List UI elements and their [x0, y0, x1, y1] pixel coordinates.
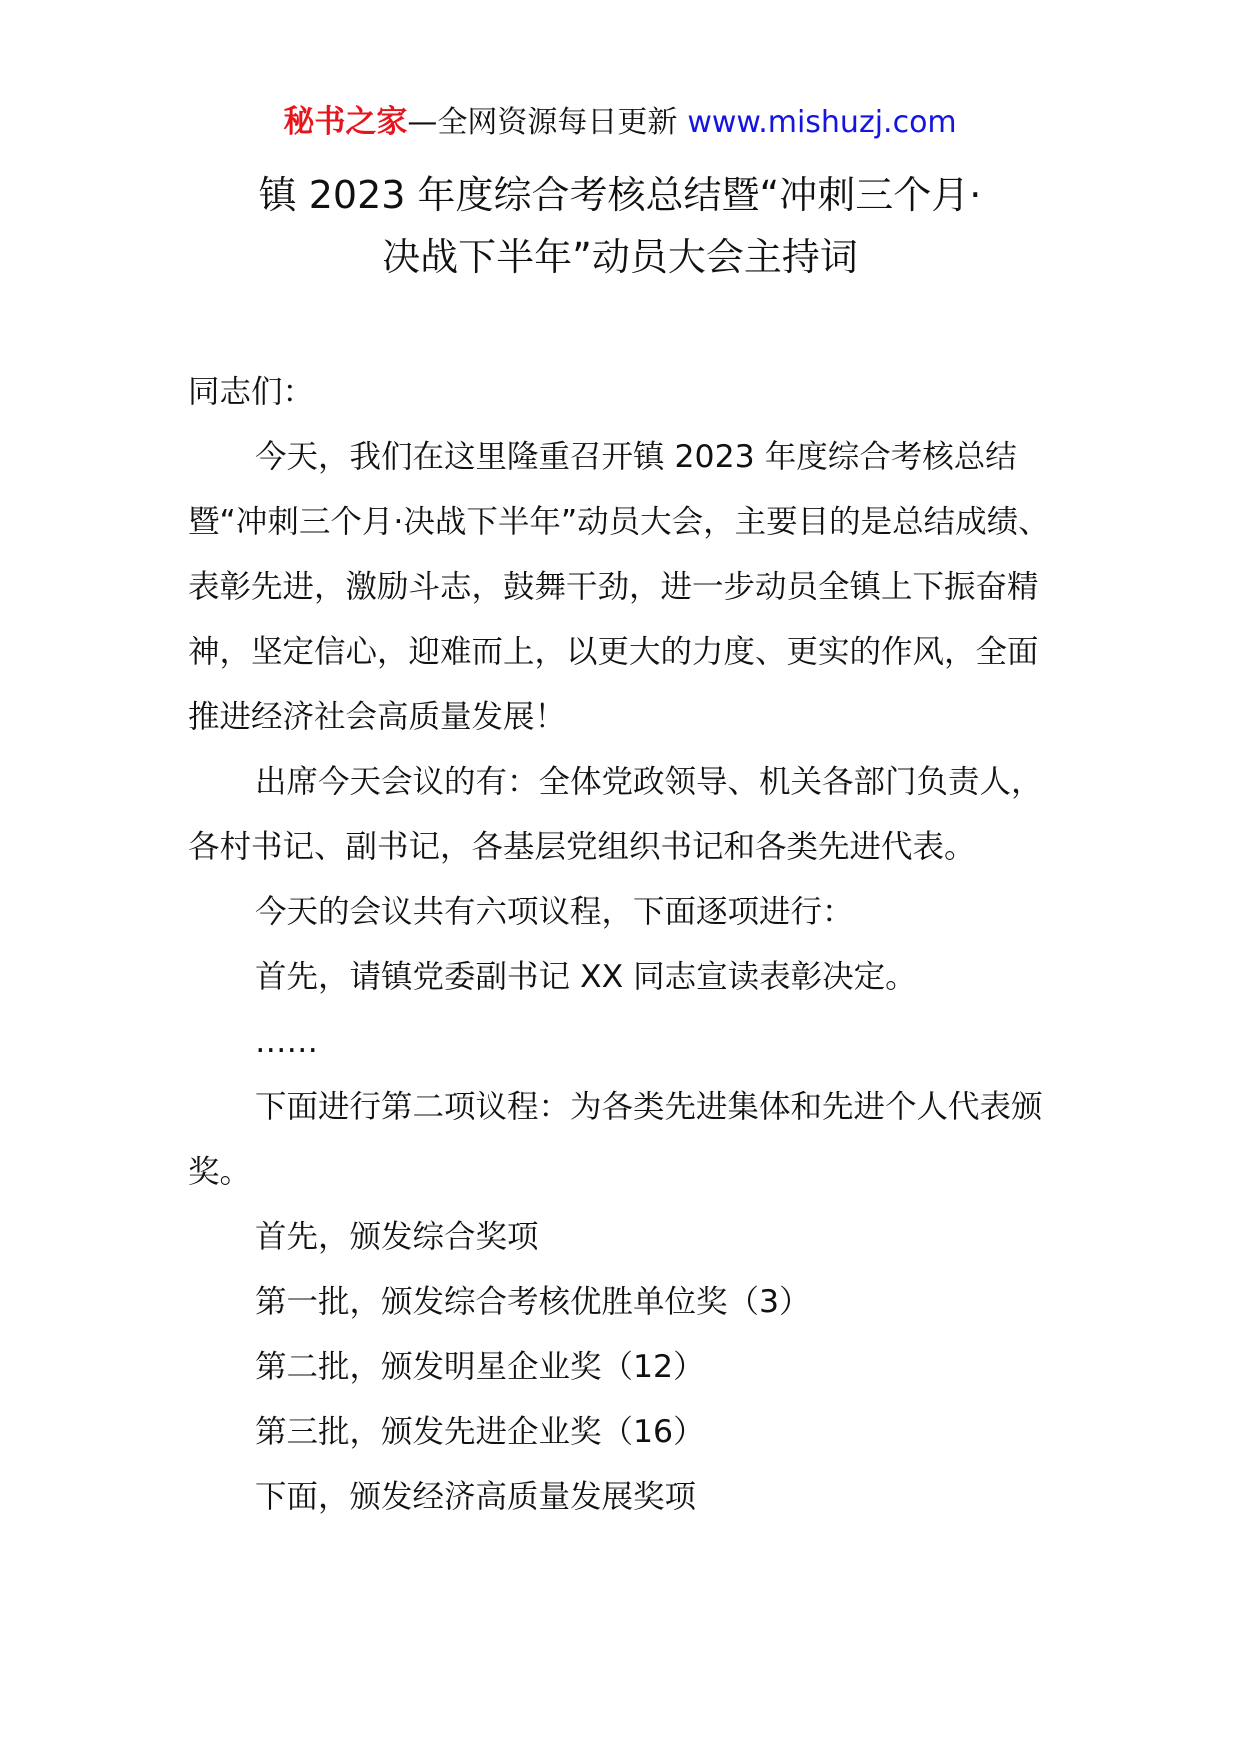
site-url-link[interactable]: www.mishuzj.com — [687, 105, 957, 140]
salutation: 同志们： — [188, 374, 315, 410]
paragraph-batch-3: 第三批，颁发先进企业奖（16） — [255, 1414, 705, 1450]
paragraph-second-item: 下面进行第二项议程：为各类先进集体和先进个人代表颁奖。 — [188, 1089, 1043, 1190]
paragraph-first-item: 首先，请镇党委副书记 XX 同志宣读表彰决定。 — [255, 959, 917, 995]
site-brand: 秘书之家 — [283, 104, 408, 140]
paragraph-batch-2: 第二批，颁发明星企业奖（12） — [255, 1349, 705, 1385]
title-line-2: 决战下半年”动员大会主持词 — [382, 235, 858, 279]
site-tagline: —全网资源每日更新 — [407, 105, 678, 140]
paragraph-attendees: 出席今天会议的有：全体党政领导、机关各部门负责人，各村书记、副书记，各基层党组织书记和各类先进代表。 — [188, 764, 1043, 865]
paragraph-opening: 今天，我们在这里隆重召开镇 2023 年度综合考核总结暨“冲刺三个月·决战下半年”动员大会，主要目的是总结成绩、表彰先进，激励斗志，鼓舞干劲，进一步动员全镇上下振奋精神，坚定信心，迎难而上，以更大的力度、更实的作风，全面推进经济社会高质量发展！ — [188, 439, 1050, 735]
title-line-1: 镇 2023 年度综合考核总结暨“冲刺三个月· — [258, 173, 982, 217]
paragraph-general-awards: 首先，颁发综合奖项 — [255, 1219, 539, 1255]
site-header — [0, 100, 1240, 145]
paragraph-agenda: 今天的会议共有六项议程，下面逐项进行： — [255, 894, 854, 930]
paragraph-batch-1: 第一批，颁发综合考核优胜单位奖（3） — [255, 1284, 811, 1320]
paragraph-economic-awards: 下面，颁发经济高质量发展奖项 — [255, 1479, 697, 1515]
document-body — [188, 360, 1058, 1530]
document-title — [140, 164, 1100, 288]
paragraph-ellipsis: …… — [255, 1024, 318, 1060]
